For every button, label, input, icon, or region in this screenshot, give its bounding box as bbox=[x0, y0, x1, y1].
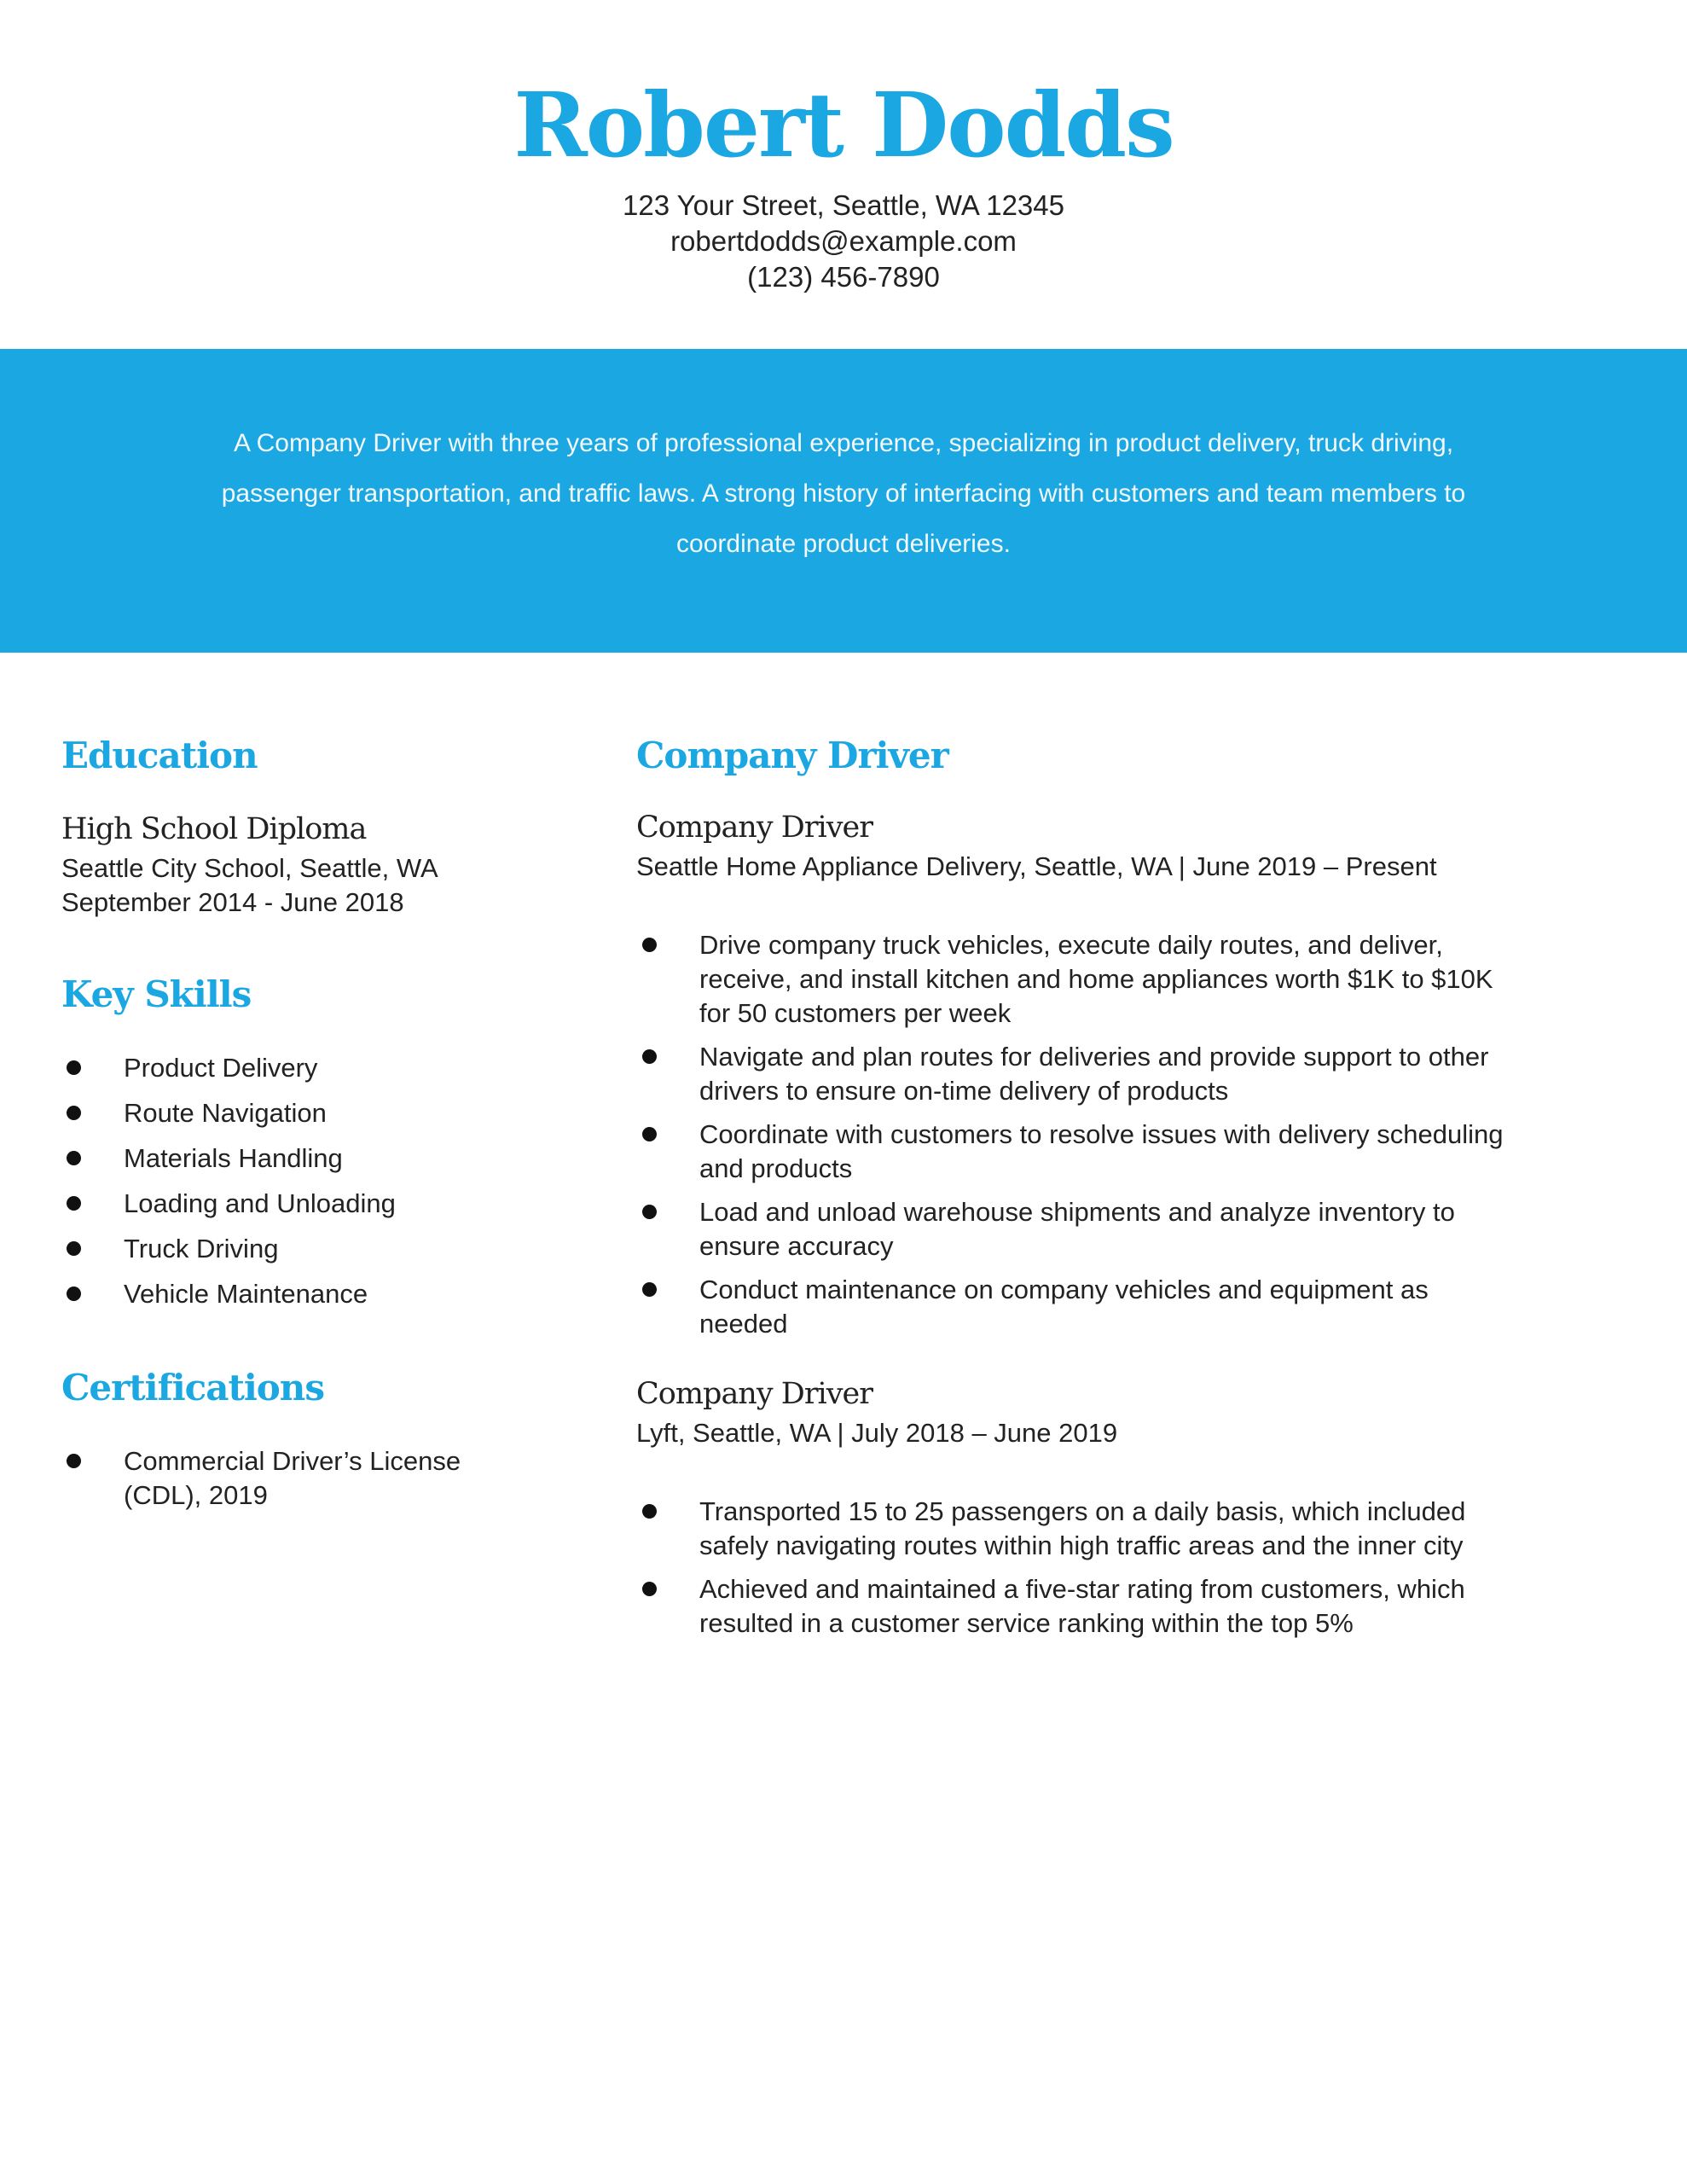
contact-block bbox=[0, 188, 1687, 295]
job-entry bbox=[636, 1375, 1506, 1641]
bullet-icon bbox=[67, 1151, 81, 1165]
job-bullet: Navigate and plan routes for deliveries and provide support to other drivers to ensure on-time delivery of products bbox=[636, 1040, 1506, 1108]
bullet-icon bbox=[642, 938, 657, 952]
section-title-certifications: Certifications bbox=[61, 1367, 324, 1409]
bullet-icon bbox=[642, 1205, 657, 1219]
bullet-icon bbox=[67, 1060, 81, 1075]
job-title: Company Driver bbox=[636, 1377, 872, 1411]
bullet-icon bbox=[642, 1127, 657, 1141]
bullet-icon bbox=[67, 1196, 81, 1211]
skill-item: Product Delivery bbox=[61, 1051, 539, 1085]
certifications-list bbox=[61, 1444, 505, 1513]
skill-item: Loading and Unloading bbox=[61, 1187, 539, 1221]
job-bullet: Coordinate with customers to resolve issues with delivery scheduling and products bbox=[636, 1118, 1506, 1186]
left-column bbox=[61, 734, 539, 1513]
job-meta: Lyft, Seattle, WA | July 2018 – June 2019 bbox=[636, 1418, 1118, 1448]
job-bullet: Achieved and maintained a five-star rating from customers, which resulted in a customer service ranking within the top 5% bbox=[636, 1572, 1506, 1641]
education-section bbox=[61, 734, 539, 920]
skill-item: Materials Handling bbox=[61, 1141, 539, 1176]
skills-section bbox=[61, 973, 539, 1311]
skill-item: Vehicle Maintenance bbox=[61, 1277, 539, 1311]
bullet-icon bbox=[67, 1454, 81, 1468]
contact-address: 123 Your Street, Seattle, WA 12345 bbox=[623, 189, 1064, 221]
job-bullets bbox=[636, 928, 1506, 1341]
bullet-icon bbox=[67, 1287, 81, 1301]
job-bullets bbox=[636, 1495, 1506, 1641]
bullet-icon bbox=[642, 1582, 657, 1596]
professional-summary: A Company Driver with three years of professional experience, specializing in product delivery, truck driving, passenger transportation, and traffic laws. A strong history of interfacing with customers and team members to coordinate product deliveries. bbox=[221, 429, 1466, 558]
certifications-section bbox=[61, 1366, 539, 1513]
education-dates: September 2014 - June 2018 bbox=[61, 887, 404, 917]
job-meta: Seattle Home Appliance Delivery, Seattle, WA | June 2019 – Present bbox=[636, 851, 1437, 881]
bullet-icon bbox=[642, 1504, 657, 1519]
skill-item: Truck Driving bbox=[61, 1232, 539, 1266]
job-bullet: Transported 15 to 25 passengers on a daily basis, which included safely navigating routes within high traffic areas and the inner city bbox=[636, 1495, 1506, 1563]
job-bullet: Load and unload warehouse shipments and analyze inventory to ensure accuracy bbox=[636, 1195, 1506, 1263]
certification-item: Commercial Driver’s License (CDL), 2019 bbox=[61, 1444, 505, 1513]
section-title-education: Education bbox=[61, 735, 258, 776]
skills-list bbox=[61, 1051, 539, 1311]
job-title: Company Driver bbox=[636, 810, 872, 845]
right-column bbox=[636, 734, 1506, 1650]
job-bullet: Drive company truck vehicles, execute daily routes, and deliver, receive, and install kitchen and home appliances worth $1K to $10K for 50 customers per week bbox=[636, 928, 1506, 1031]
job-bullet: Conduct maintenance on company vehicles and equipment as needed bbox=[636, 1273, 1506, 1341]
education-school: Seattle City School, Seattle, WA bbox=[61, 853, 438, 883]
bullet-icon bbox=[67, 1241, 81, 1256]
bullet-icon bbox=[642, 1282, 657, 1297]
section-title-experience: Company Driver bbox=[636, 735, 948, 776]
candidate-name: Robert Dodds bbox=[513, 73, 1174, 177]
contact-phone: (123) 456-7890 bbox=[747, 261, 940, 293]
bullet-icon bbox=[642, 1049, 657, 1064]
bullet-icon bbox=[67, 1106, 81, 1120]
section-title-key-skills: Key Skills bbox=[61, 973, 252, 1015]
contact-email: robertdodds@example.com bbox=[670, 225, 1017, 257]
job-entry bbox=[636, 809, 1506, 1341]
education-degree: High School Diploma bbox=[61, 812, 367, 846]
skill-item: Route Navigation bbox=[61, 1096, 539, 1130]
